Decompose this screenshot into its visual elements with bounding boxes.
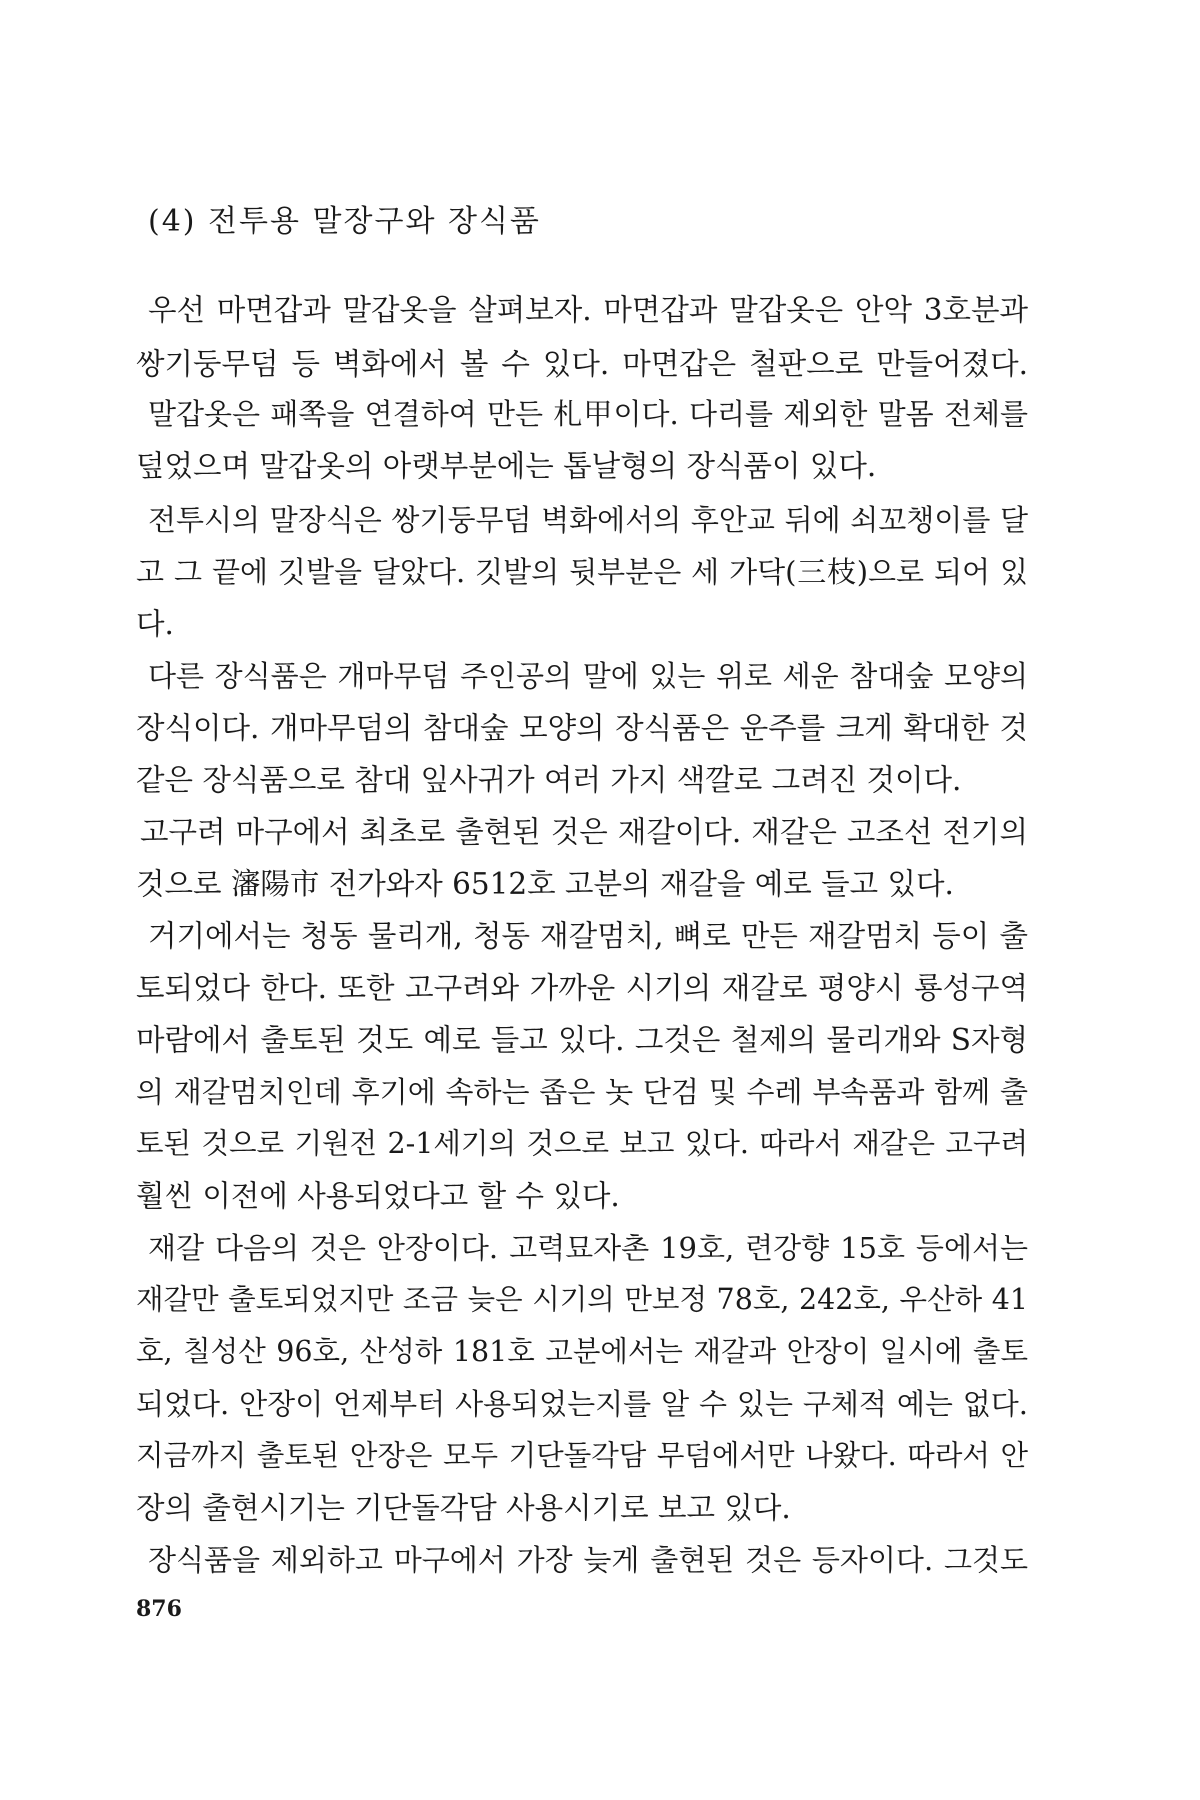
text-line: 고 그 끝에 깃발을 달았다. 깃발의 뒷부분은 세 가닥(三枝)으로 되어 있 xyxy=(136,555,1028,589)
text-line: 것으로 瀋陽市 전가와자 6512호 고분의 재갈을 예로 들고 있다. xyxy=(136,867,954,901)
text-line: 되었다. 안장이 언제부터 사용되었는지를 알 수 있는 구체적 예는 없다. xyxy=(136,1387,1028,1421)
text-line: 우선 마면갑과 말갑옷을 살펴보자. 마면갑과 말갑옷은 안악 3호분과 xyxy=(148,293,1028,327)
text-line: 덮었으며 말갑옷의 아랫부분에는 톱날형의 장식품이 있다. xyxy=(136,449,877,483)
text-line: 재갈 다음의 것은 안장이다. 고력묘자촌 19호, 련강향 15호 등에서는 xyxy=(148,1231,1028,1265)
page-number: 876 xyxy=(136,1596,182,1622)
section-heading: (4) 전투용 말장구와 장식품 xyxy=(148,204,541,239)
text-line: 다. xyxy=(136,607,174,641)
text-line: 고구려 마구에서 최초로 출현된 것은 재갈이다. 재갈은 고조선 전기의 xyxy=(140,815,1028,849)
text-line: 토된 것으로 기원전 2-1세기의 것으로 보고 있다. 따라서 재갈은 고구려 xyxy=(136,1127,1028,1160)
text-line: 마람에서 출토된 것도 예로 들고 있다. 그것은 철제의 물리개와 S자형 xyxy=(136,1023,1028,1057)
text-line: 다른 장식품은 개마무덤 주인공의 말에 있는 위로 세운 참대숲 모양의 xyxy=(148,659,1028,693)
text-line: 같은 장식품으로 참대 잎사귀가 여러 가지 색깔로 그려진 것이다. xyxy=(136,763,962,797)
text-line: 거기에서는 청동 물리개, 청동 재갈멈치, 뼈로 만든 재갈멈치 등이 출 xyxy=(148,919,1028,953)
text-line: 장식품을 제외하고 마구에서 가장 늦게 출현된 것은 등자이다. 그것도 xyxy=(148,1543,1028,1577)
text-line: 장의 출현시기는 기단돌각담 사용시기로 보고 있다. xyxy=(136,1491,791,1525)
text-line: 의 재갈멈치인데 후기에 속하는 좁은 놋 단검 및 수레 부속품과 함께 출 xyxy=(136,1075,1028,1109)
text-line: 쌍기둥무덤 등 벽화에서 볼 수 있다. 마면갑은 철판으로 만들어졌다. xyxy=(136,347,1028,381)
text-line: 지금까지 출토된 안장은 모두 기단돌각담 무덤에서만 나왔다. 따라서 안 xyxy=(136,1439,1028,1472)
text-line: 말갑옷은 패쪽을 연결하여 만든 札甲이다. 다리를 제외한 말몸 전체를 xyxy=(148,397,1028,431)
text-line: 토되었다 한다. 또한 고구려와 가까운 시기의 재갈로 평양시 룡성구역 xyxy=(136,971,1028,1005)
text-line: 장식이다. 개마무덤의 참대숲 모양의 장식품은 운주를 크게 확대한 것 xyxy=(136,711,1028,745)
text-line: 재갈만 출토되었지만 조금 늦은 시기의 만보정 78호, 242호, 우산하 41 xyxy=(136,1283,1028,1316)
text-line: 전투시의 말장식은 쌍기둥무덤 벽화에서의 후안교 뒤에 쇠꼬챙이를 달 xyxy=(148,503,1028,537)
text-line: 훨씬 이전에 사용되었다고 할 수 있다. xyxy=(136,1179,620,1213)
text-line: 호, 칠성산 96호, 산성하 181호 고분에서는 재갈과 안장이 일시에 출토 xyxy=(136,1335,1028,1368)
